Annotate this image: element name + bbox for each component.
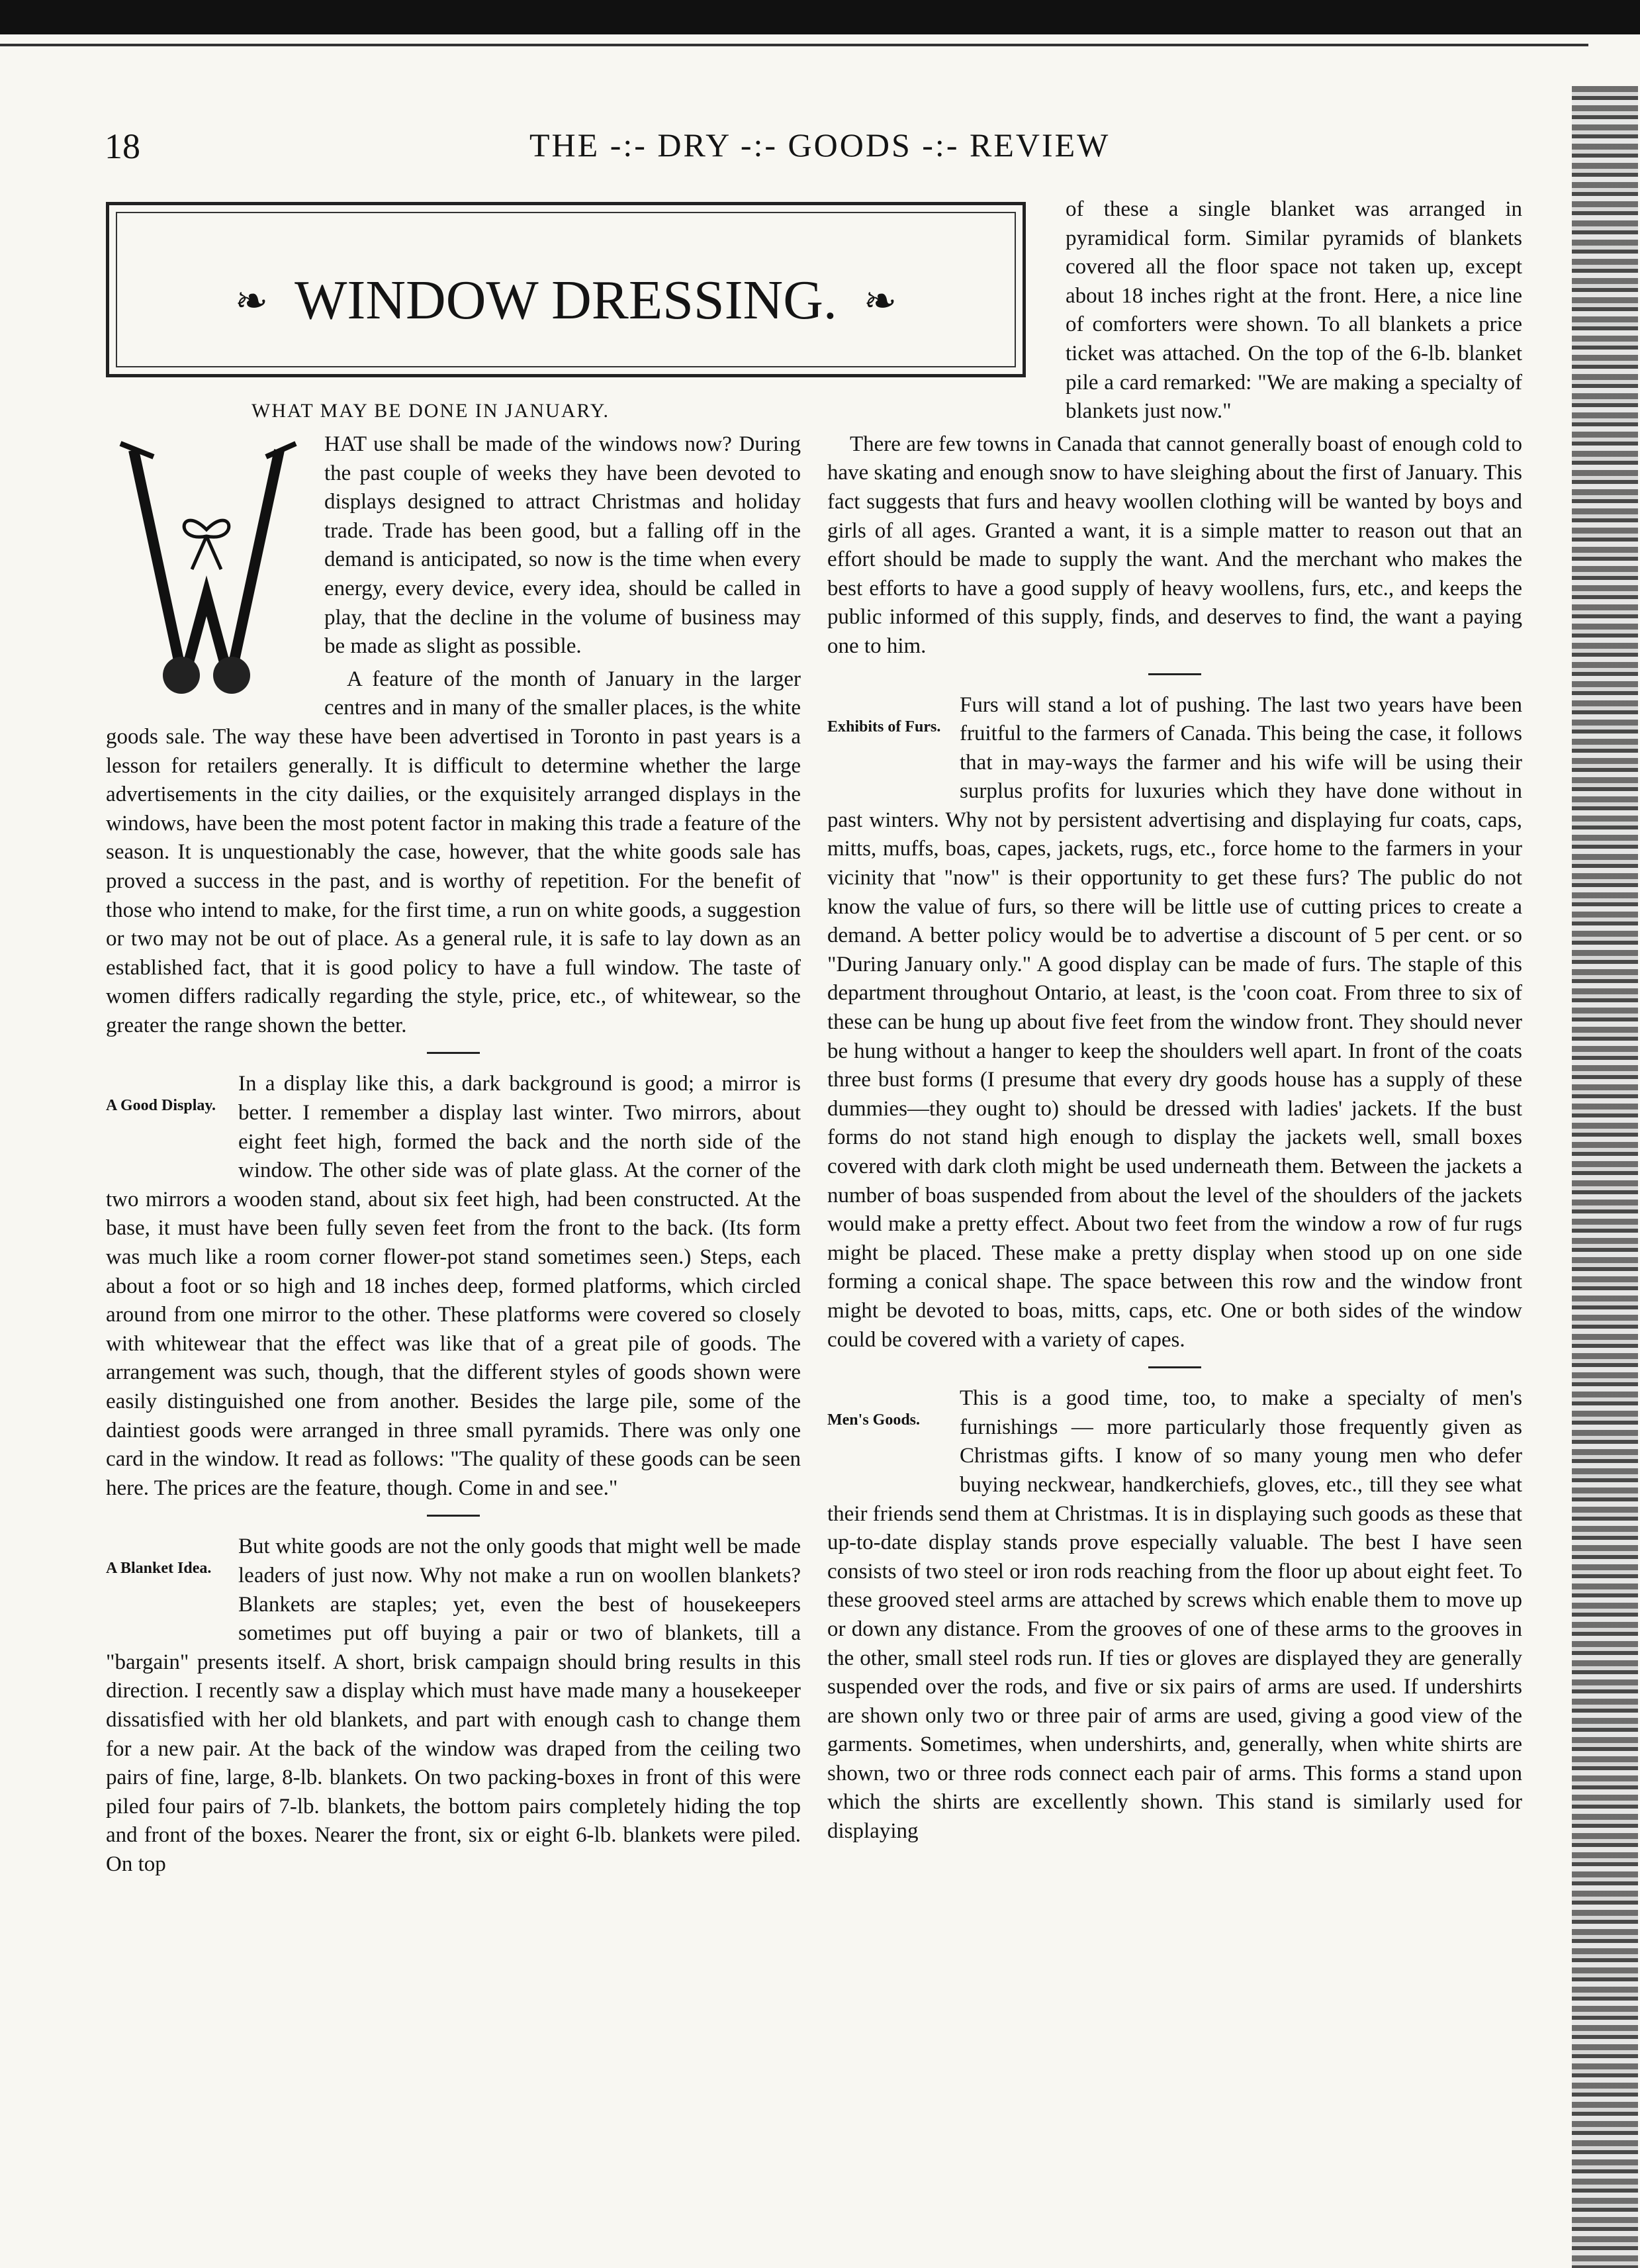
section-divider — [427, 1052, 480, 1054]
paragraph: This is a good time, too, to make a specialty of men's furnishings — more particularly those frequently given as Christmas gifts. I know of so many young men who defer buying neckwear, handkerchiefs, gloves, etc., till they see what their friends send them at Christmas. It is in displaying such goods as these that up-to-date display stands prove especially valuable. The best I have seen consists of two steel or iron rods reaching from the floor up about eight feet. To these grooved steel arms are attached by screws which enable them to move up or down any distance. From the grooves of one of these arms to the grooves in the other, small steel rods run. If ties or gloves are displayed they are generally suspended over the rods, and five or six pairs of arms are used. If undershirts are shown only two or three pair of arms are used, giving a good view of the garments. Sometimes, when undershirts, and, generally, when white shirts are shown, two or three rods connect each pair of arms. This forms a stand upon which the shirts are excellently shown. This stand is similarly used for displaying — [827, 1386, 1522, 1844]
paragraph: A feature of the month of January in the larger centres and in many of the smaller places, is the white goods sale. The way these have been advertised in Toronto in past years is a lesson for retailers generally. It is difficult to determine whether the large advertisements in the city dailies, or the exquisitely arranged displays in the windows, have been the most potent factor in making this trade a feature of the season. It is unquestionably the case, however, that the white goods sale has proved a success in the past, and is worthy of repetition. For the benefit of those who intend to make, for the first time, a run on white goods, a suggestion or two may not be out of place. As a general rule, it is safe to lay down as an established fact, that it is good policy to have a full window. The taste of women differs radically regarding the style, price, etc., of whitewear, so the greater the range shown the better. — [106, 667, 801, 1037]
section-divider — [427, 1515, 480, 1517]
paragraph: In a display like this, a dark background is good; a mirror is better. I remember a display last winter. Two mirrors, about eight feet high, formed the back and the north side of the window. The other side was of plate glass. At the corner of the two mirrors a wooden stand, about six feet high, had been constructed. At the base, it must have been fully seven feet from the front to the back. (Its form was much like a room corner flower-pot stand sometimes seen.) Steps, each about a foot or so high and 18 inches deep, formed platforms, which circled around from one mirror to the other. These platforms were covered so closely with whitewear that the effect was like that of a great pile of goods. The arrangement was such, though, that the different styles of goods shown were easily distinguished one from another. Besides the large pile, some of the daintiest goods were arranged in three small pyramids. There was only one card in the window. It read as follows: "The quality of these goods can be seen here. The prices are the feature, though. Come in and see." — [106, 1072, 801, 1500]
page-number: 18 — [105, 126, 140, 166]
side-heading: Exhibits of Furs. — [827, 718, 941, 735]
paragraph: There are few towns in Canada that cannot generally boast of enough cold to have skating and enough snow to have sleighing about the first of January. This fact suggests that furs and heavy woollen clothing will be wanted by boys and girls of all ages. Granted a want, it is a simple matter to reason out that an effort should be made to supply the want. And the merchant who makes the best efforts to have a good supply of heavy woollens, furs, etc., and keeps the public informed of this supply, finds, and deserves to find, the want a paying one to him. — [827, 432, 1522, 658]
paragraph: Furs will stand a lot of pushing. The last two years have been fruitful to the farmers of Canada. This being the case, it follows that in may-ways the farmer and his wife will be using their surplus profits for luxuries which they have done without in past winters. Why not by persistent advertising and displaying fur coats, caps, mitts, muffs, boas, capes, jackets, rugs, etc., force home to the farmers in your vicinity that "now" is their opportunity to get these furs? The public do not know the value of furs, so there will be little use of cutting prices to create a demand. A better policy would be to advertise a discount of 5 per cent. or so "During January only." A good display can be made of furs. The staple of this department throughout Ontario, at least, is the 'coon coat. From three to six of these can be hung up about five feet from the window front. They should never be hung without a hanger to keep the shoulders well apart. In front of the coats three bust forms (I presume that every dry goods house has a supply of these dummies—they ought to) should be dressed with ladies' jackets. If the bust forms do not stand high enough to display the jackets well, small boxes covered with dark cloth might be used underneath them. Between the jackets a number of boas suspended from about the level of the shoulders of the jackets would make a pretty effect. About two feet from the window a row of fur rugs might be placed. These make a pretty display when stood up on one side forming a conical shape. The space between this row and the window front might be devoted to boas, mitts, caps, etc. One or both sides of the window could be covered with a variety of capes. — [827, 692, 1522, 1352]
scan-right-edge — [1572, 86, 1638, 2268]
left-column — [106, 430, 801, 1883]
section-subtitle: WHAT MAY BE DONE IN JANUARY. — [251, 400, 610, 422]
scan-top-border — [0, 0, 1640, 34]
right-column — [827, 195, 1522, 1850]
leaf-ornament-icon: ❧ — [234, 279, 269, 323]
initial-float-space — [106, 430, 324, 715]
intro-paragraph: HAT use shall be made of the windows now? During the past couple of weeks they have been devoted to displays designed to attract Christmas and holiday trade. Trade has been good, but a falling off in the demand is anticipated, so now is the time when every energy, every device, every idea, should be called in play, that the decline in the volume of business may be made as slight as possible. — [324, 432, 801, 659]
running-title: THE -:- DRY -:- GOODS -:- REVIEW — [529, 126, 1111, 164]
section-divider — [1148, 1366, 1201, 1368]
title-box-float-space — [827, 195, 1066, 414]
side-heading: A Good Display. — [106, 1097, 216, 1115]
section-divider — [1148, 673, 1201, 675]
side-heading: Men's Goods. — [827, 1411, 921, 1429]
side-heading: A Blanket Idea. — [106, 1560, 212, 1578]
paragraph: But white goods are not the only goods that might well be made leaders of just now. Why not make a run on woollen blankets? Blankets are staples; yet, even the best of housekeepers sometimes put off buying a pair or two of blankets, till a "bargain" presents itself. A short, brisk campaign should bring results in this direction. I recently saw a display which must have made many a housekeeper dissatisfied with her old blankets, and part with enough cash to change them for a new pair. At the back of the window was draped from the ceiling two pairs of fine, large, 8-lb. blankets. On two packing-boxes in front of this were piled four pairs of 7-lb. blankets, the bottom pairs completely hiding the top and front of the boxes. Nearer the front, six or eight 6-lb. blankets were piled. On top — [106, 1535, 801, 1876]
paragraph: of these a single blanket was arranged in pyramidical form. Similar pyramids of blankets covered all the floor space not taken up, except about 18 inches right at the front. Here, a nice line of comforters were shown. To all blankets a price ticket was attached. On the top of the 6-lb. blanket pile a card remarked: "We are making a specialty of blankets just now." — [1066, 197, 1522, 424]
scan-top-rule — [0, 44, 1588, 46]
article-title: WINDOW DRESSING. — [295, 269, 837, 331]
leaf-ornament-icon: ❧ — [863, 279, 897, 323]
